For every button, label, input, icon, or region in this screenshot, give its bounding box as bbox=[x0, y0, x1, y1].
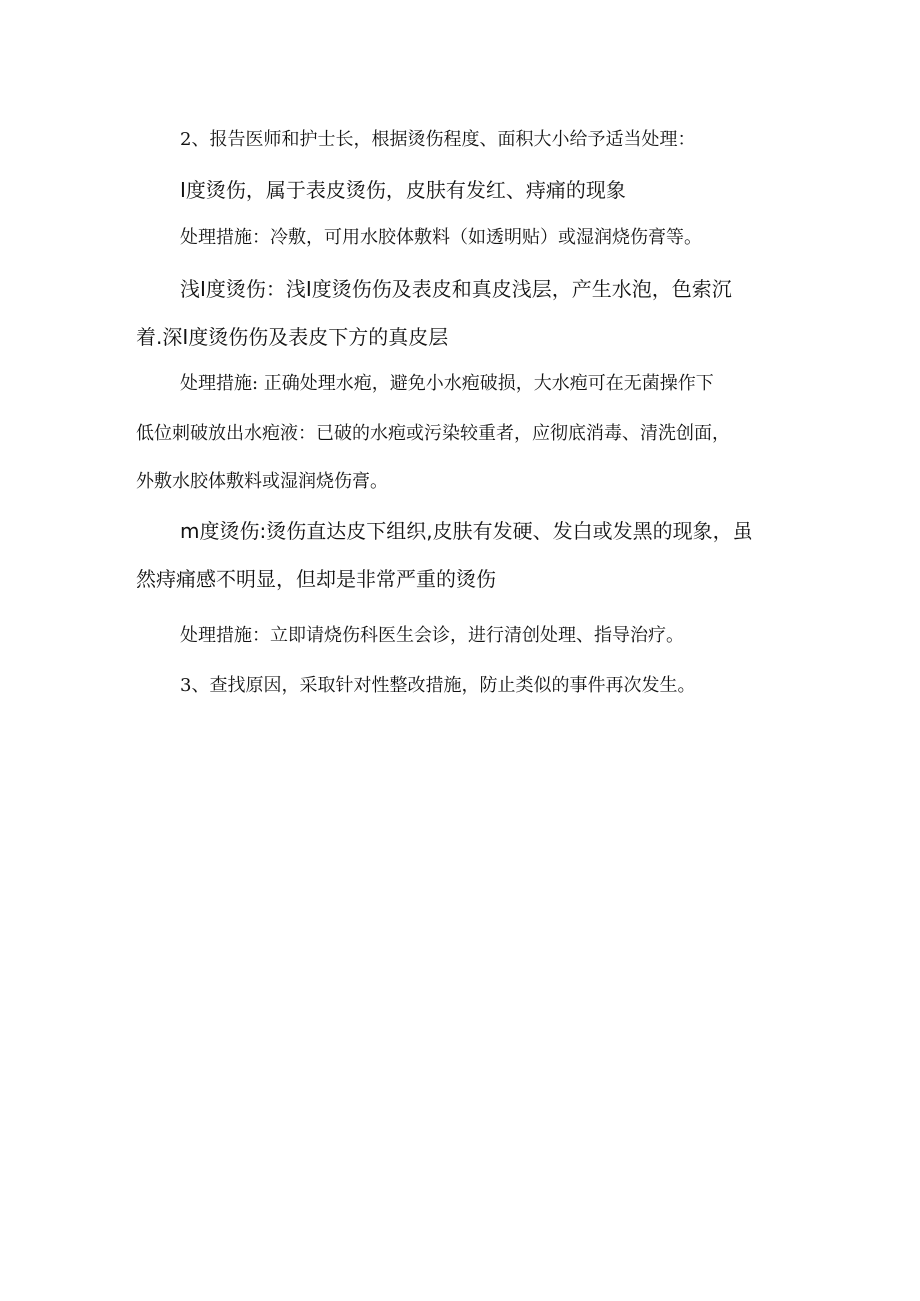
degree1-measure bbox=[180, 229, 702, 247]
degree2-measure-text-line2: 低位刺破放出水疱液：已破的水疱或污染较重者，应彻底消毒、清洗创面， bbox=[136, 423, 730, 444]
degree2-description-line1: 浅I度烫伤：浅I度烫伤伤及表皮和真皮浅层，产生水泡，色索沉 bbox=[180, 277, 732, 301]
degree2-measure-label: 处理措施 bbox=[180, 373, 252, 394]
degree3-measure bbox=[180, 627, 684, 645]
degree2-measure-text-line1: : 正确处理水疱，避免小水疱破损，大水疱可在无菌操作下 bbox=[252, 373, 714, 394]
degree3-measure-text: ：立即请烧伤科医生会诊，进行清创处理、指导治疗。 bbox=[252, 625, 684, 646]
degree2-description-line2: 着.深I度烫伤伤及表皮下方的真皮层 bbox=[136, 325, 449, 349]
degree1-measure-text: ：冷敷，可用水胶体敷料（如透明贴）或湿润烧伤膏等。 bbox=[252, 227, 702, 248]
item3-text: 3、查找原因，采取针对性整改措施，防止类似的事件再次发生。 bbox=[180, 675, 696, 696]
degree1-measure-label: 处理措施 bbox=[180, 227, 252, 248]
degree3-measure-label-bold: 措施 bbox=[216, 625, 252, 646]
degree2-measure-line1 bbox=[180, 375, 714, 393]
degree1-description: I度烫伤，属于表皮烫伤，皮肤有发红、痔痛的现象 bbox=[180, 178, 626, 202]
degree3-measure-label-plain: 处理 bbox=[180, 625, 216, 646]
degree3-description-line1: m度烫伤:烫伤直达皮下组织,皮肤有发硬、发白或发黑的现象，虽 bbox=[180, 519, 753, 543]
item2-heading: 2、报告医师和护士长，根据烫伤程度、面积大小给予适当处理： bbox=[180, 129, 696, 150]
degree3-description-line2: 然痔痛感不明显，但却是非常严重的烫伤 bbox=[136, 567, 496, 591]
degree2-measure-text-line3: 外敷水胶体敷料或湿润烧伤膏。 bbox=[136, 471, 388, 492]
